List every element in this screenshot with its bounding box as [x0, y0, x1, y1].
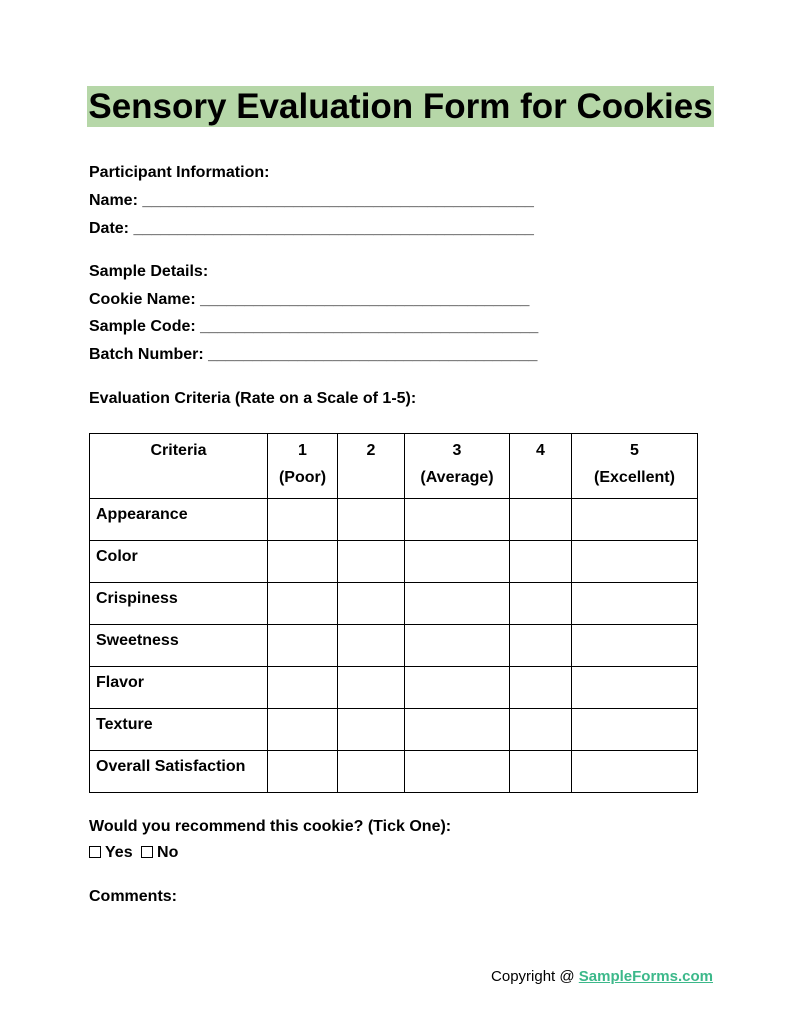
criteria-label: Color — [90, 541, 268, 583]
header-score-3: 3 (Average) — [405, 434, 510, 499]
rating-cell-3[interactable] — [405, 751, 510, 793]
page-title: Sensory Evaluation Form for Cookies — [88, 87, 713, 126]
sample-heading: Sample Details: — [89, 263, 209, 280]
rating-cell-5[interactable] — [572, 751, 698, 793]
header-score-2: 2 — [338, 434, 405, 499]
rating-cell-2[interactable] — [338, 541, 405, 583]
rating-cell-4[interactable] — [510, 499, 572, 541]
header-score-5: 5 (Excellent) — [572, 434, 698, 499]
table-header-row — [90, 434, 698, 499]
rating-cell-2[interactable] — [338, 709, 405, 751]
participant-heading: Participant Information: — [89, 164, 270, 181]
rating-cell-2[interactable] — [338, 667, 405, 709]
rating-cell-1[interactable] — [268, 625, 338, 667]
table-row — [90, 499, 698, 541]
yes-checkbox[interactable]: Yes — [89, 844, 133, 861]
header-criteria: Criteria — [90, 434, 268, 499]
name-field[interactable]: Name: ____________________________________________ — [89, 192, 534, 209]
rating-cell-2[interactable] — [338, 583, 405, 625]
rating-cell-3[interactable] — [405, 499, 510, 541]
rating-cell-5[interactable] — [572, 667, 698, 709]
rating-cell-2[interactable] — [338, 751, 405, 793]
no-checkbox[interactable]: No — [141, 844, 178, 861]
criteria-heading: Evaluation Criteria (Rate on a Scale of 1-5): — [89, 390, 417, 407]
rating-cell-5[interactable] — [572, 625, 698, 667]
title-wrapper — [0, 86, 801, 127]
rating-cell-4[interactable] — [510, 709, 572, 751]
rating-cell-4[interactable] — [510, 667, 572, 709]
evaluation-table — [89, 433, 698, 793]
rating-cell-3[interactable] — [405, 667, 510, 709]
rating-cell-5[interactable] — [572, 541, 698, 583]
criteria-label: Texture — [90, 709, 268, 751]
recommend-options — [89, 843, 178, 863]
copyright-prefix: Copyright @ — [491, 968, 579, 985]
criteria-label: Sweetness — [90, 625, 268, 667]
rating-cell-1[interactable] — [268, 499, 338, 541]
rating-cell-3[interactable] — [405, 541, 510, 583]
rating-cell-1[interactable] — [268, 751, 338, 793]
comments-label: Comments: — [89, 888, 178, 905]
table-row — [90, 625, 698, 667]
rating-cell-4[interactable] — [510, 625, 572, 667]
table-row — [90, 541, 698, 583]
sample-code-field[interactable]: Sample Code: ______________________________________ — [89, 318, 539, 335]
rating-cell-1[interactable] — [268, 709, 338, 751]
header-score-1: 1 (Poor) — [268, 434, 338, 499]
recommend-question: Would you recommend this cookie? (Tick One): — [89, 818, 452, 835]
rating-cell-2[interactable] — [338, 625, 405, 667]
rating-cell-1[interactable] — [268, 583, 338, 625]
criteria-label: Crispiness — [90, 583, 268, 625]
criteria-label: Flavor — [90, 667, 268, 709]
rating-cell-4[interactable] — [510, 583, 572, 625]
rating-cell-3[interactable] — [405, 625, 510, 667]
criteria-label: Appearance — [90, 499, 268, 541]
rating-cell-2[interactable] — [338, 499, 405, 541]
rating-cell-3[interactable] — [405, 709, 510, 751]
table-row — [90, 667, 698, 709]
table-row — [90, 751, 698, 793]
rating-cell-1[interactable] — [268, 541, 338, 583]
criteria-label: Overall Satisfaction — [90, 751, 268, 793]
header-score-4: 4 — [510, 434, 572, 499]
brand-link[interactable]: SampleForms.com — [578, 968, 713, 985]
rating-cell-4[interactable] — [510, 541, 572, 583]
checkbox-icon — [89, 846, 101, 858]
rating-cell-3[interactable] — [405, 583, 510, 625]
rating-cell-1[interactable] — [268, 667, 338, 709]
rating-cell-4[interactable] — [510, 751, 572, 793]
date-field[interactable]: Date: _____________________________________________ — [89, 220, 534, 237]
table-row — [90, 709, 698, 751]
checkbox-icon — [141, 846, 153, 858]
batch-number-field[interactable]: Batch Number: _____________________________________ — [89, 346, 538, 363]
rating-cell-5[interactable] — [572, 499, 698, 541]
rating-cell-5[interactable] — [572, 583, 698, 625]
table-row — [90, 583, 698, 625]
rating-cell-5[interactable] — [572, 709, 698, 751]
copyright-footer — [491, 967, 713, 987]
cookie-name-field[interactable]: Cookie Name: _____________________________________ — [89, 291, 530, 308]
